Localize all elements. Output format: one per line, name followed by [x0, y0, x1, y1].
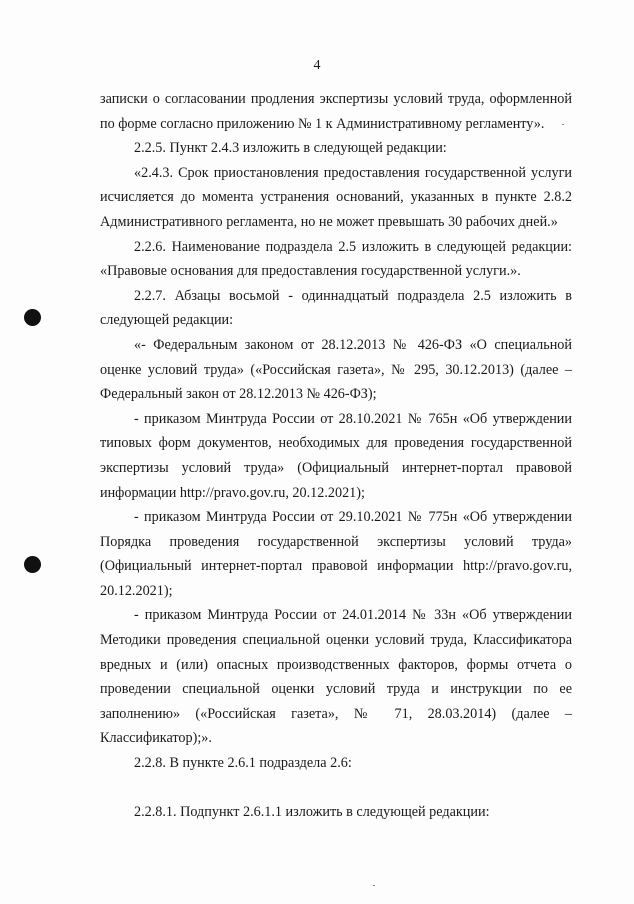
- scan-speck: [373, 885, 375, 886]
- paragraph-federal-law: «- Федеральным законом от 28.12.2013 № 426-ФЗ «О специальной оценке условий труда» («Российская газета», № 295, 30.12.2013) (далее – Федеральный закон от 28.12.2013 № 426-ФЗ);: [100, 336, 572, 403]
- paragraph-2-2-5: 2.2.5. Пункт 2.4.3 изложить в следующей редакции:: [134, 140, 447, 157]
- binder-hole-top: [24, 309, 41, 326]
- paragraph-continuation: записки о согласовании продления экспертизы условий труда, оформленной по форме согласно приложению № 1 к Административному регламенту».: [100, 91, 572, 132]
- paragraph-order-775n: - приказом Минтруда России от 29.10.2021 № 775н «Об утверждении Порядка проведения государственной экспертизы условий труда» (Официальный интернет-портал правовой информации http://pravo.gov.ru, 20.12.2021);: [100, 509, 572, 599]
- paragraph-2-2-6: 2.2.6. Наименование подраздела 2.5 изложить в следующей редакции: «Правовые основания для предоставления государственной услуги.».: [100, 238, 572, 280]
- paragraph-order-765n: - приказом Минтруда России от 28.10.2021 № 765н «Об утверждении типовых форм документов, необходимых для проведения государственной экспертизы условий труда» (Официальный интернет-портал правовой информации http://pravo.gov.ru, 20.12.2021);: [100, 410, 572, 501]
- paragraph-2-2-8: 2.2.8. В пункте 2.6.1 подраздела 2.6:: [134, 755, 352, 772]
- paragraph-order-33n: - приказом Минтруда России от 24.01.2014 № 33н «Об утверждении Методики проведения специальной оценки условий труда, Классификатора вредных и (или) опасных производственных факторов, формы отчета о проведении специальной оценки условий труда и инструкции по ее заполнению» («Российская газета», № 71, 28.03.2014) (далее – Классификатор);».: [100, 607, 572, 747]
- paragraph-2-2-7: 2.2.7. Абзацы восьмой - одиннадцатый подраздела 2.5 изложить в следующей редакции:: [100, 287, 572, 329]
- binder-hole-bottom: [24, 556, 41, 573]
- paragraph-2-2-8-1: 2.2.8.1. Подпункт 2.6.1.1 изложить в следующей редакции:: [134, 803, 490, 820]
- paragraph-2-4-3-quote: «2.4.3. Срок приостановления предоставления государственной услуги исчисляется до момента устранения оснований, указанных в пункте 2.8.2 Административного регламента, но не может превышать 30 рабочих дней.»: [100, 164, 572, 230]
- page-number: 4: [313, 58, 321, 73]
- document-body: [100, 87, 572, 824]
- blank-gap: [100, 776, 572, 800]
